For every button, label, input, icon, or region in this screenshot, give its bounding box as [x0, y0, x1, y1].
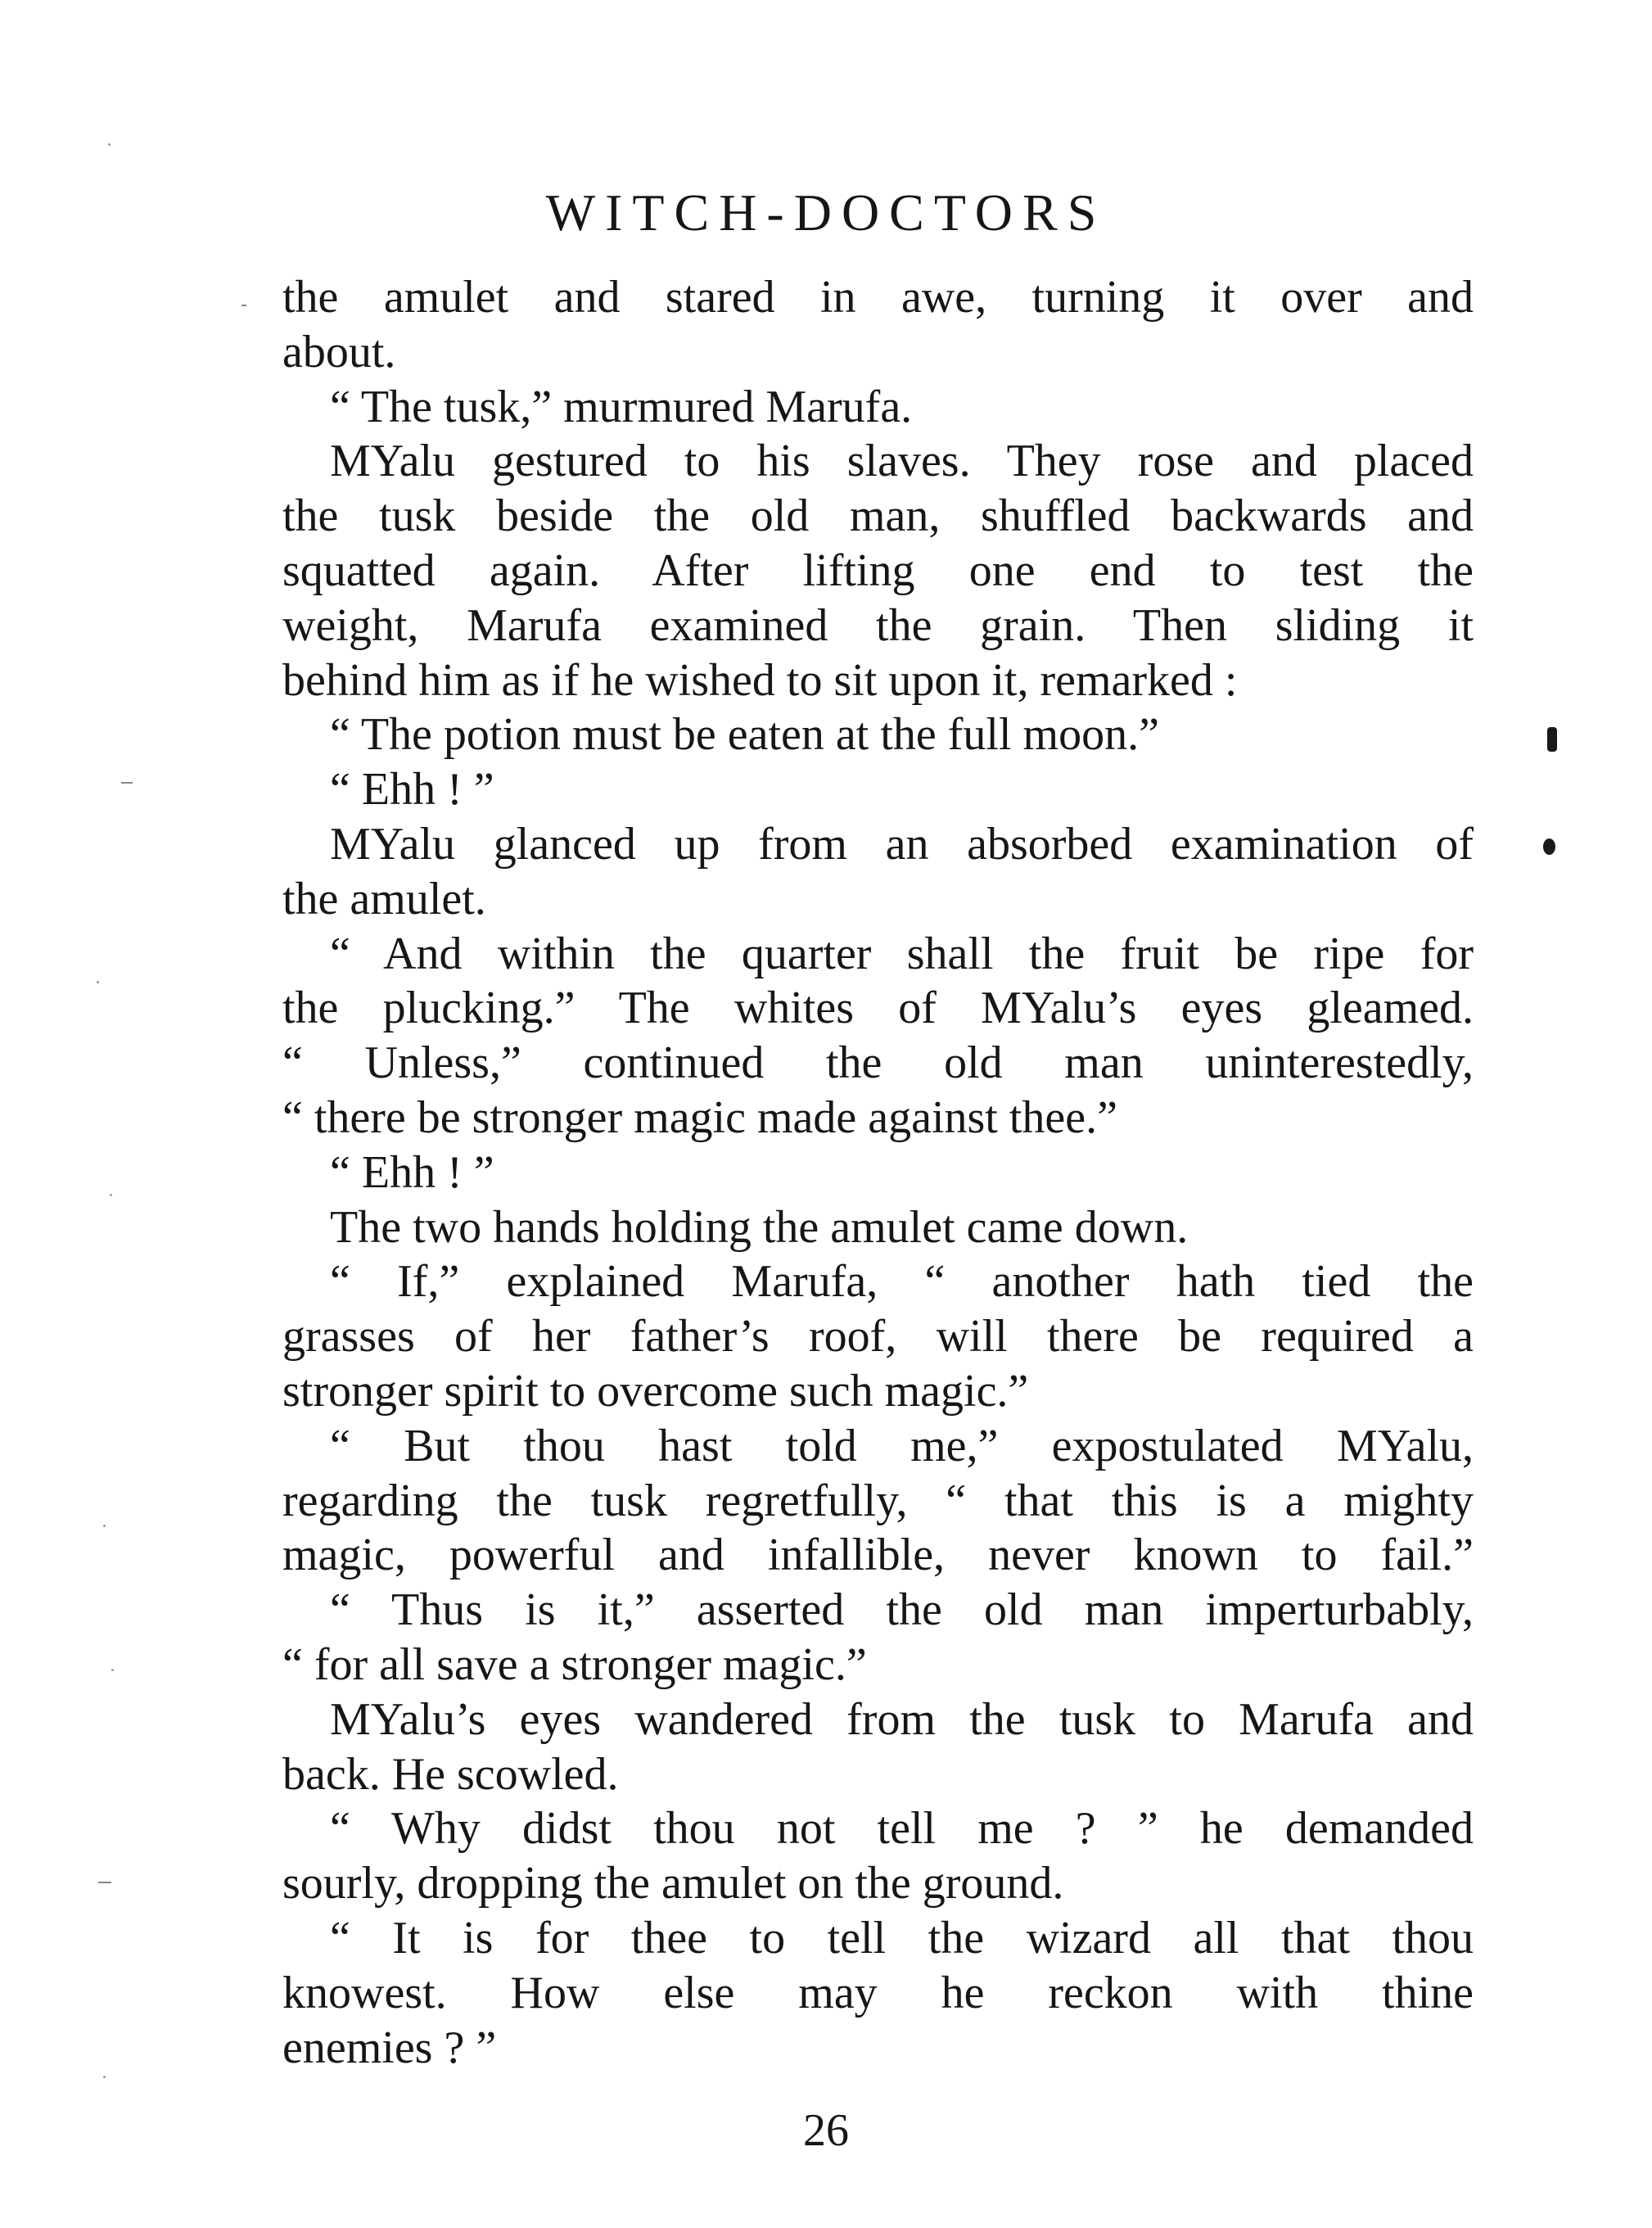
- text-line: MYalu glanced up from an absorbed examination of: [330, 818, 1474, 870]
- text-line: the tusk beside the old man, shuffled backwards and: [282, 490, 1474, 542]
- text-line: magic, powerful and infallible, never known to fail.”: [282, 1530, 1474, 1581]
- text-line: MYalu gestured to his slaves. They rose and placed: [330, 436, 1474, 487]
- text-line: squatted again. After lifting one end to test the: [282, 545, 1474, 596]
- text-line: weight, Marufa examined the grain. Then sliding it: [282, 599, 1474, 651]
- text-line: MYalu’s eyes wandered from the tusk to Marufa and: [330, 1693, 1474, 1745]
- text-line: back. He scowled.: [282, 1748, 619, 1800]
- text-line: “ Unless,” continued the old man uninterestedly,: [282, 1037, 1474, 1089]
- text-line: stronger spirit to overcome such magic.”: [282, 1365, 1029, 1417]
- scan-mark: [103, 2076, 106, 2078]
- text-line: regarding the tusk regretfully, “ that this is a mighty: [282, 1475, 1474, 1526]
- scan-mark: [97, 981, 99, 983]
- text-line: “ But thou hast told me,” expostulated MYalu,: [330, 1420, 1474, 1471]
- text-line: the amulet and stared in awe, turning it over and: [282, 272, 1474, 323]
- text-line: enemies ? ”: [282, 2022, 497, 2073]
- text-line: sourly, dropping the amulet on the ground.: [282, 1858, 1064, 1909]
- text-line: behind him as if he wished to sit upon it, remarked :: [282, 654, 1238, 706]
- text-line: grasses of her father’s roof, will there be required a: [282, 1311, 1474, 1363]
- text-line: “ The tusk,” murmured Marufa.: [330, 381, 913, 432]
- scan-mark: [108, 143, 111, 146]
- text-line: “ And within the quarter shall the fruit be ripe for: [330, 928, 1474, 979]
- running-head: WITCH-DOCTORS: [545, 183, 1107, 242]
- scan-mark: [241, 305, 246, 306]
- scan-mark: [103, 1525, 106, 1527]
- text-line: “ Why didst thou not tell me ? ” he demanded: [330, 1803, 1474, 1855]
- ink-blot: [1547, 727, 1557, 752]
- text-line: about.: [282, 326, 396, 377]
- scan-mark: [98, 1882, 111, 1883]
- page-number: 26: [803, 2105, 849, 2156]
- scan-mark: [110, 1194, 112, 1196]
- body-text: [282, 270, 1474, 2075]
- text-line: the plucking.” The whites of MYalu’s eyes gleamed.: [282, 983, 1474, 1034]
- scan-mark: [121, 782, 133, 784]
- text-line: knowest. How else may he reckon with thine: [282, 1967, 1474, 2018]
- ink-blot: [1543, 838, 1555, 855]
- text-line: “ If,” explained Marufa, “ another hath tied the: [330, 1256, 1474, 1308]
- scan-mark: [111, 1669, 114, 1671]
- text-line: “ It is for thee to tell the wizard all that thou: [330, 1912, 1474, 1964]
- text-line: The two hands holding the amulet came down.: [330, 1201, 1189, 1253]
- text-line: “ Ehh ! ”: [330, 1146, 494, 1198]
- text-line: “ there be stronger magic made against thee.”: [282, 1091, 1117, 1143]
- text-line: “ for all save a stronger magic.”: [282, 1638, 867, 1690]
- text-line: “ The potion must be eaten at the full moon.”: [330, 709, 1159, 761]
- text-line: “ Thus is it,” asserted the old man imperturbably,: [330, 1584, 1474, 1636]
- text-line: the amulet.: [282, 873, 486, 924]
- text-line: “ Ehh ! ”: [330, 764, 494, 816]
